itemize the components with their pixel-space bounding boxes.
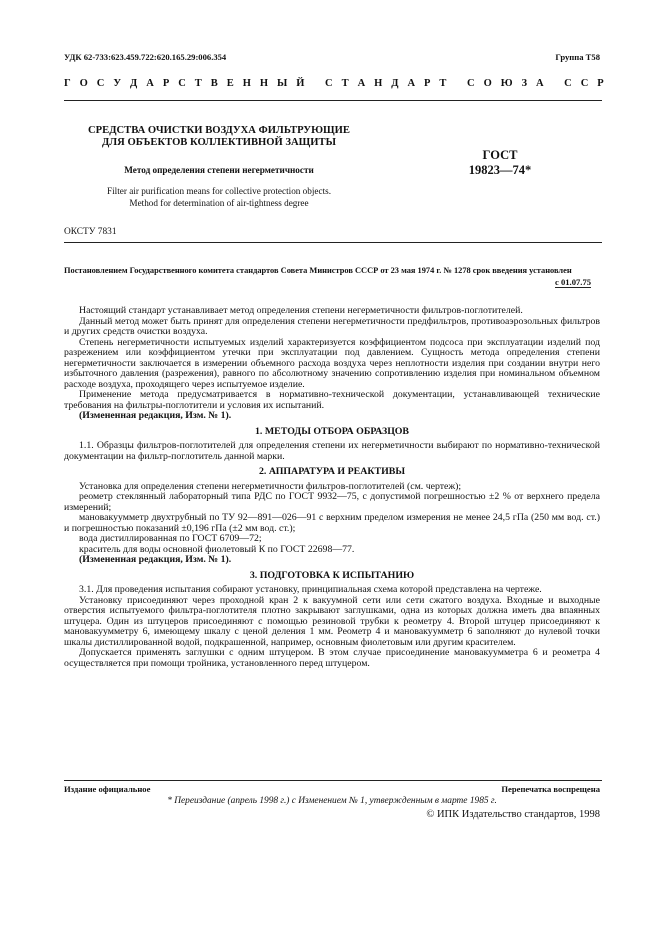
banner-letter <box>313 78 316 89</box>
paragraph: реометр стеклянный лабораторный типа РДС по ГОСТ 9932—75, с допустимой погрешностью ±2 % от верхнего предела измерений; <box>64 491 600 513</box>
group-code: Группа Т58 <box>555 52 600 62</box>
header-rule <box>64 100 602 101</box>
banner-letter: Й <box>296 78 305 89</box>
official-edition: Издание официальное <box>64 784 151 794</box>
title-line-1: СРЕДСТВА ОЧИСТКИ ВОЗДУХА ФИЛЬТРУЮЩИЕ <box>88 125 350 136</box>
title-line-2: ДЛЯ ОБЪЕКТОВ КОЛЛЕКТИВНОЙ ЗАЩИТЫ <box>101 137 337 148</box>
footer-rule <box>64 780 602 781</box>
method-subtitle: Метод определения степени негерметичности <box>124 165 314 175</box>
section-heading-3: 3. ПОДГОТОВКА К ИСПЫТАНИЮ <box>249 569 415 581</box>
state-standard-banner <box>64 78 604 89</box>
banner-letter: Т <box>341 78 349 89</box>
banner-letter: Д <box>130 78 138 89</box>
revision-note: (Измененная редакция, Изм. № 1). <box>79 410 232 421</box>
paragraph: 3.1. Для проведения испытания собирают установку, принципиальная схема которой представлена на чертеже. <box>79 584 542 595</box>
banner-letter: З <box>521 78 528 89</box>
reissue-note: * Переиздание (апрель 1998 г.) с Изменением № 1, утвержденным в марте 1985 г. <box>167 796 497 806</box>
okstu-code: ОКСТУ 7831 <box>64 227 117 237</box>
banner-letter: А <box>146 78 154 89</box>
banner-letter: Г <box>64 78 71 89</box>
banner-letter: Т <box>194 78 202 89</box>
banner-letter: А <box>407 78 416 89</box>
banner-letter: Ы <box>277 78 288 89</box>
effective-date: с 01.07.75 <box>555 277 592 287</box>
paragraph: Допускается применять заглушки с одним штуцером. В этом случае присоединение мановакуумметра 6 и реометра 4 осуществляется при помощи тройника, установленного перед штуцером. <box>64 647 600 669</box>
banner-letter: С <box>467 78 475 89</box>
banner-letter: У <box>113 78 122 89</box>
okstu-rule <box>64 242 602 243</box>
paragraph: краситель для воды основной фиолетовый К по ГОСТ 22698—77. <box>79 543 355 555</box>
banner-letter <box>553 78 556 89</box>
banner-letter: В <box>210 78 218 89</box>
decree-text: Постановлением Государственного комитета стандартов Совета Министров СССР от 23 мая 1974 г. № 1278 срок введения установлен <box>64 266 572 275</box>
banner-letter: С <box>564 78 572 89</box>
udk-code: УДК 62-733:623.459.722:620.165.29:006.354 <box>64 52 227 62</box>
banner-letter: Р <box>424 78 431 89</box>
banner-letter: Д <box>391 78 399 89</box>
banner-letter: Н <box>242 78 251 89</box>
banner-letter: Н <box>259 78 269 89</box>
gost-designation <box>440 148 560 178</box>
paragraph: Настоящий стандарт устанавливает метод определения степени негерметичности фильтров-поглотителей. <box>79 305 523 316</box>
section-heading-1: 1. МЕТОДЫ ОТБОРА ОБРАЗЦОВ <box>254 425 410 437</box>
banner-letter: Р <box>162 78 170 89</box>
banner-letter: О <box>483 78 492 89</box>
banner-letter: С <box>178 78 186 89</box>
gost-number: 19823—74* <box>468 163 532 177</box>
banner-letter: А <box>357 78 366 89</box>
banner-letter: О <box>79 78 88 89</box>
paragraph: вода дистиллированная по ГОСТ 6709—72; <box>79 533 262 544</box>
section-heading-2: 2. АППАРАТУРА И РЕАКТИВЫ <box>258 466 406 477</box>
banner-letter: С <box>96 78 105 89</box>
banner-letter: Р <box>597 78 604 89</box>
banner-letter: Ю <box>500 78 513 89</box>
banner-letter: Т <box>439 78 447 89</box>
paragraph: мановакуумметр двухтрубный по ТУ 92—891—026—91 с верхним пределом измерения не менее 24,5 гПа (250 мм вод. ст.) и погрешностью показаний ±0,196 гПа (±2 мм вод. ст.); <box>64 512 600 534</box>
paragraph: Установка для определения степени негерметичности фильтров-поглотителей (см. чертеж); <box>79 480 462 492</box>
revision-note: (Измененная редакция, Изм. № 1). <box>79 554 232 565</box>
english-title-line-2: Method for determination of air-tightness degree <box>129 198 309 208</box>
paragraph: Применение метода предусматривается в нормативно-технической документации, устанавливающей технические требования на фильтры-поглотители и условия их испытаний. <box>64 389 600 411</box>
banner-letter: С <box>580 78 589 89</box>
copyright: © ИПК Издательство стандартов, 1998 <box>426 809 600 820</box>
paragraph: Степень негерметичности испытуемых изделий характеризуется коэффициентом подсоса при эксплуатации изделий под разрежением или коэффициентом утечки при эксплуатации под давлением. Сущность метода определения степени негерметичности заключается в измерении объемного расхода воздуха через неплотности изделия при создании внутри него избыточного давления (разрежения), равного по абсолютному значению сопротивлению изделия при номинальном объемном расходе воздуха, проходящего через испытуемое изделие. <box>64 336 600 390</box>
document-body <box>64 306 600 669</box>
gost-label: ГОСТ <box>482 148 518 162</box>
english-title <box>64 185 374 209</box>
banner-letter <box>455 78 458 89</box>
english-title-line-1: Filter air purification means for collective protection objects. <box>107 186 331 196</box>
banner-letter: А <box>536 78 544 89</box>
paragraph: Данный метод может быть принят для определения степени негерметичности предфильтров, противоаэрозольных фильтров и других средств очистки воздуха. <box>64 315 600 337</box>
reprint-prohibited: Перепечатка воспрещена <box>501 784 600 794</box>
banner-letter: Е <box>226 78 234 89</box>
banner-letter: Н <box>374 78 383 89</box>
banner-letter: С <box>325 78 333 89</box>
paragraph: Установку присоединяют через проходной кран 2 к вакуумной сети или сети сжатого воздуха. Входные и выходные отверстия испытуемого фильтра-поглотителя плотно закрывают заглушками, одна из которых должна иметь два впаянных штуцера. Один из штуцеров присоединяют с помощью резиновой трубки к реометру 4. Второй штуцер присоединяют к мановакуумметру 6, имеющему шкалу с ценой деления 1 мм. Реометр 4 и мановакуумметр 6 заполняют до нулевой точки шкалы дистиллированной водой, подкрашенной, например, основным фиолетовым или другим красителем. <box>64 594 600 648</box>
paragraph: 1.1. Образцы фильтров-поглотителей для определения степени их негерметичности выбирают по нормативно-технической документации на фильтр-поглотитель данной марки. <box>64 440 600 462</box>
document-title <box>64 125 374 149</box>
